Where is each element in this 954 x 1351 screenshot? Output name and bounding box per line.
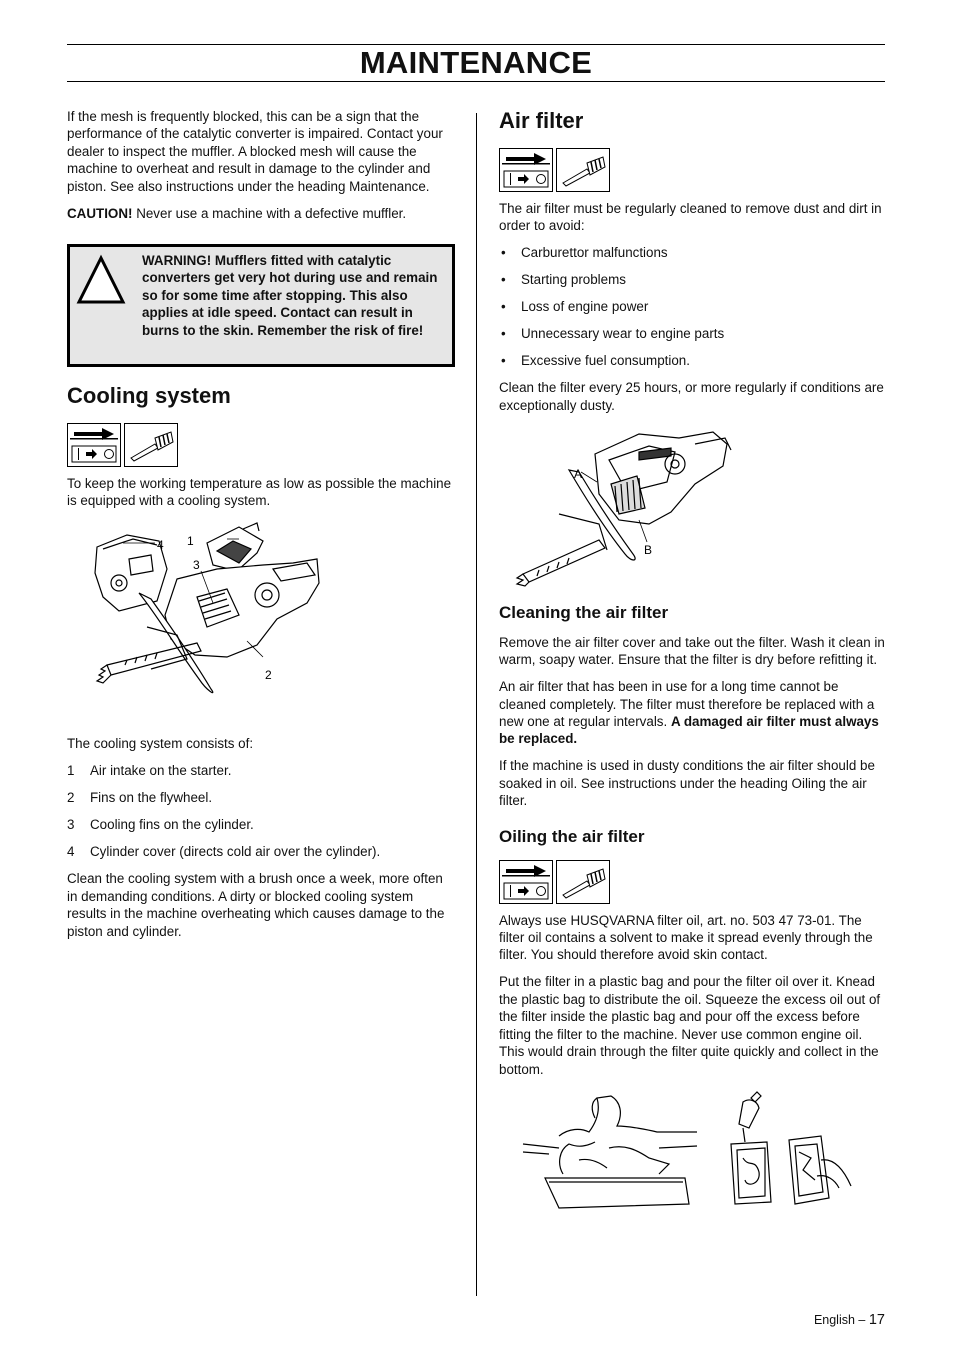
list-item: • Loss of engine power — [501, 299, 649, 315]
brush-icon — [556, 860, 610, 904]
oiling-figure — [499, 1088, 885, 1214]
cleaning-p1: Remove the air filter cover and take out the filter. Wash it clean in warm, soapy water. Ensure that the filter is dry before refitting it. — [499, 634, 885, 668]
cooling-system-figure — [67, 519, 455, 729]
list-item — [67, 789, 455, 806]
avoid-list — [499, 244, 885, 369]
cooling-parts-list — [67, 762, 455, 860]
oiling-heading: Oiling the air filter — [499, 826, 645, 846]
list-item — [67, 816, 455, 833]
stop-engine-icon — [499, 860, 553, 904]
item-text: Cylinder cover (directs cold air over the cylinder). — [90, 844, 381, 860]
cleaning-p2: An air filter that has been in use for a long time cannot be cleaned completely. The filter must therefore be replaced with a new one at regular intervals. A damaged air filter must always be replaced. — [499, 679, 879, 747]
cleaning-p3: If the machine is used in dusty conditions the air filter should be soaked in oil. See instructions under the heading Oiling the air filter. — [499, 758, 875, 809]
list-item — [67, 843, 455, 860]
list-item: • Excessive fuel consumption. — [501, 353, 690, 369]
item-text: Cooling fins on the cylinder. — [90, 817, 254, 833]
figure-label-b: B — [644, 542, 653, 557]
item-number: 3 — [67, 817, 75, 833]
caution-text: Never use a machine with a defective muffler. — [132, 205, 407, 221]
item-number: 2 — [67, 790, 75, 806]
item-number: 1 — [67, 763, 75, 779]
cooling-heading: Cooling system — [67, 383, 231, 409]
caution-label: CAUTION! — [67, 205, 133, 221]
item-text: Air intake on the starter. — [90, 763, 232, 779]
title-rule-bottom — [67, 81, 885, 82]
muffler-intro: If the mesh is frequently blocked, this can be a sign that the performance of the catalytic converter is impaired. Contact your dealer to inspect the muffler. A blocked mesh will cause the machine to overheat and result in damage to the cylinder and piston. See also instructions under the heading Maintenance. — [67, 109, 443, 194]
page-title: MAINTENANCE — [359, 45, 593, 80]
right-column — [499, 108, 885, 1214]
cooling-clean-text: Clean the cooling system with a brush once a week, more often in demanding conditions. A dirty or blocked cooling system results in the machine overheating which causes damage to the piston and cylinder. — [67, 871, 445, 939]
page-footer — [814, 1312, 885, 1328]
warning-box — [67, 244, 455, 367]
figure-label-1: 1 — [187, 534, 194, 549]
warning-triangle-icon — [74, 252, 142, 359]
oiling-p2: Put the filter in a plastic bag and pour the filter oil over it. Knead the plastic bag to distribute the oil. Squeeze the excess oil out of the filter inside the plastic bag and pour off the excess before fitting the filter to the machine. Never use common engine oil. This would drain through the filter quite quickly and collect in the bottom. — [499, 974, 881, 1077]
oiling-p1: Always use HUSQVARNA filter oil, art. no. 503 47 73-01. The filter oil contains a solvent to make it spread evenly through the filter. You should therefore avoid skin contact. — [499, 912, 873, 963]
item-text: Fins on the flywheel. — [90, 790, 213, 806]
cooling-intro: To keep the working temperature as low as possible the machine is equipped with a cooling system. — [67, 476, 452, 509]
air-filter-icon-row — [499, 148, 885, 192]
list-item: • Carburettor malfunctions — [501, 245, 668, 261]
consists-of: The cooling system consists of: — [67, 736, 254, 752]
page-number: 17 — [868, 1312, 885, 1328]
air-filter-intro: The air filter must be regularly cleaned to remove dust and dirt in order to avoid: — [499, 201, 882, 234]
footer-language: English — [813, 1313, 855, 1327]
figure-label-4: 4 — [157, 538, 164, 553]
oiling-icon-row — [499, 860, 885, 904]
figure-label-a: A — [574, 466, 583, 481]
caution-paragraph — [67, 205, 455, 222]
left-column — [67, 108, 455, 950]
brush-icon — [124, 423, 178, 467]
air-filter-figure — [499, 424, 885, 590]
replace-warning: A damaged air filter must always be replaced. — [499, 714, 879, 747]
air-filter-heading: Air filter — [499, 108, 584, 133]
warning-text: WARNING! Mufflers fitted with catalytic converters get very hot during use and remain so for some time after stopping. This also applies at idle speed. Contact can result in burns to the skin. Remember the risk of fire! — [142, 253, 438, 338]
list-item: • Starting problems — [501, 272, 626, 288]
list-item — [67, 762, 455, 779]
stop-engine-icon — [67, 423, 121, 467]
column-divider — [476, 113, 477, 1296]
item-number: 4 — [67, 844, 75, 860]
brush-icon — [556, 148, 610, 192]
list-item: • Unnecessary wear to engine parts — [501, 326, 725, 342]
cleaning-heading: Cleaning the air filter — [499, 602, 669, 622]
stop-engine-icon — [499, 148, 553, 192]
figure-label-3: 3 — [193, 558, 200, 573]
figure-label-2: 2 — [265, 668, 272, 683]
cooling-icon-row — [67, 423, 455, 467]
footer-dash: – — [858, 1313, 866, 1327]
clean-interval: Clean the filter every 25 hours, or more regularly if conditions are exceptionally dusty. — [499, 380, 884, 413]
